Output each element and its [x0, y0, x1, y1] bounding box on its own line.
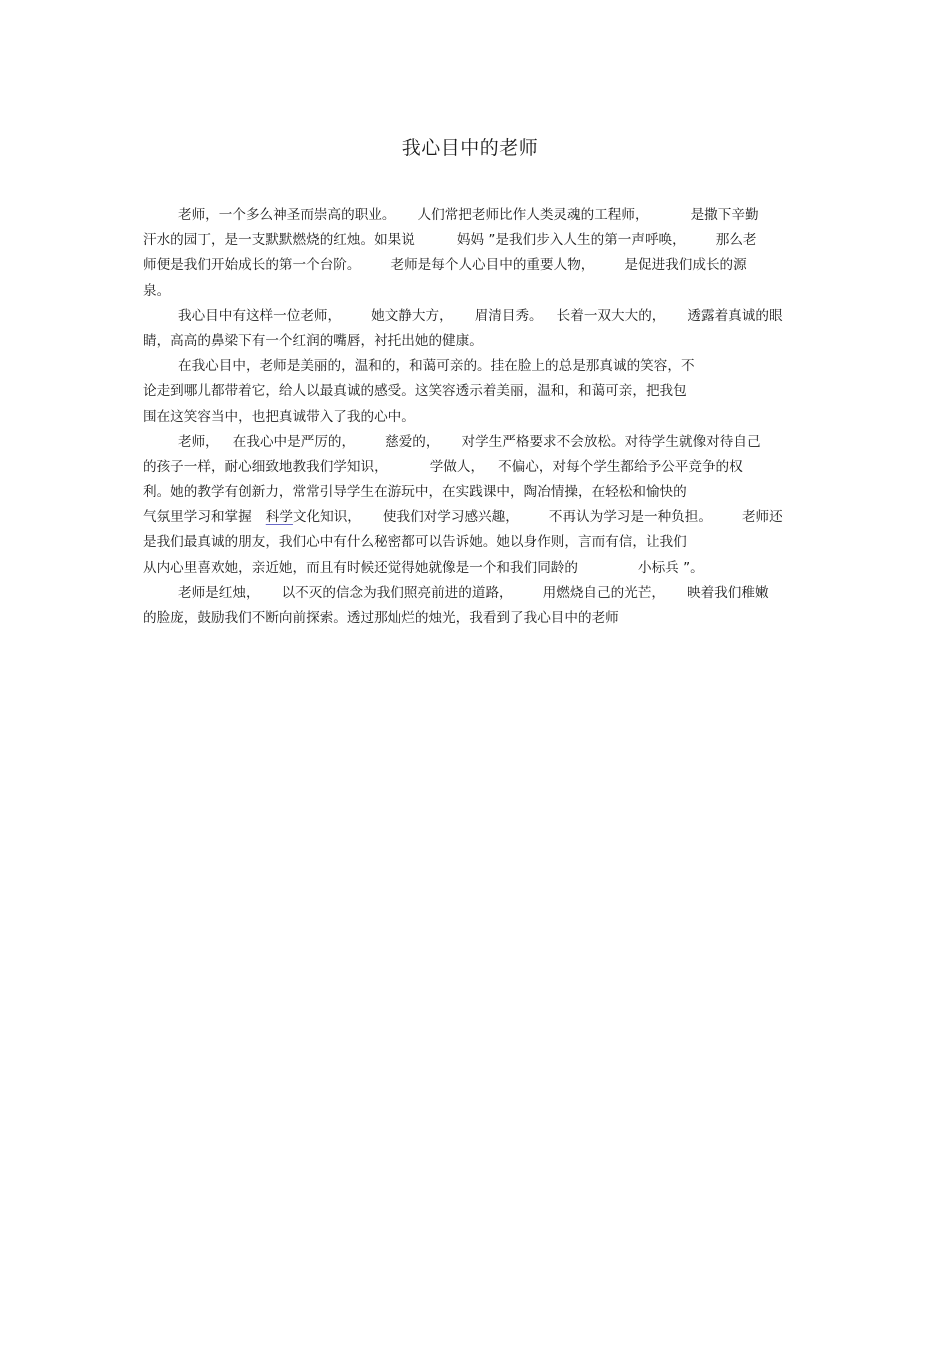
text-line: 从内心里喜欢她，亲近她，而且有时候还觉得她就像是一个和我们同龄的 小标兵 ”。: [143, 559, 704, 576]
text-line: 老师，一个多么神圣而崇高的职业。 人们常把老师比作人类灵魂的工程师， 是撒下辛勤: [178, 207, 759, 223]
paragraph-4: [143, 430, 808, 581]
text-line: 是我们最真诚的朋友，我们心中有什么秘密都可以告诉她。她以身作则，言而有信，让我们: [143, 534, 687, 551]
text-line: 气氛里学习和掌握 科学文化知识， 使我们对学习感兴趣， 不再认为学习是一种负担。 老师还: [143, 509, 783, 526]
paragraph-2: [143, 304, 808, 354]
text-line: 睛，高高的鼻梁下有一个红润的嘴唇，衬托出她的健康。: [143, 332, 483, 349]
science-link[interactable]: 科学: [265, 509, 293, 526]
essay-body: [143, 203, 808, 631]
text-line: 老师， 在我心中是严厉的， 慈爱的， 对学生严格要求不会放松。对待学生就像对待自己: [178, 433, 761, 450]
text-line: 论走到哪儿都带着它，给人以最真诚的感受。这笑容透示着美丽，温和，和蔼可亲，把我包: [143, 383, 687, 400]
text-line: 的脸庞，鼓励我们不断向前探索。透过那灿烂的烛光，我看到了我心目中的老师: [143, 610, 619, 626]
text-line: 老师是红烛， 以不灭的信念为我们照亮前进的道路， 用燃烧自己的光芒， 映着我们稚嫩: [178, 584, 769, 601]
text-line: 师便是我们开始成长的第一个台阶。 老师是每个人心目中的重要人物， 是促进我们成长的源: [143, 257, 747, 274]
paragraph-5: [143, 581, 808, 631]
page-title: 我心目中的老师: [401, 137, 539, 159]
paragraph-3: [143, 354, 808, 430]
text-line: 的孩子一样，耐心细致地教我们学知识， 学做人， 不偏心，对每个学生都给予公平竞争的权: [143, 458, 743, 475]
text-line: 我心目中有这样一位老师， 她文静大方， 眉清目秀。 长着一双大大的， 透露着真诚的眼: [178, 307, 783, 324]
text-line: 泉。: [143, 282, 171, 299]
text-line: 利。她的教学有创新力，常常引导学生在游玩中，在实践课中，陶冶情操，在轻松和愉快的: [143, 484, 687, 501]
text-line: 汗水的园丁，是一支默默燃烧的红烛。如果说 妈妈 ”是我们步入人生的第一声呼唤， 那么老: [143, 232, 757, 249]
text-line: 在我心目中，老师是美丽的，温和的，和蔼可亲的。挂在脸上的总是那真诚的笑容，不: [178, 358, 695, 375]
paragraph-1: [143, 203, 808, 304]
text-line: 围在这笑容当中，也把真诚带入了我的心中。: [143, 408, 415, 425]
